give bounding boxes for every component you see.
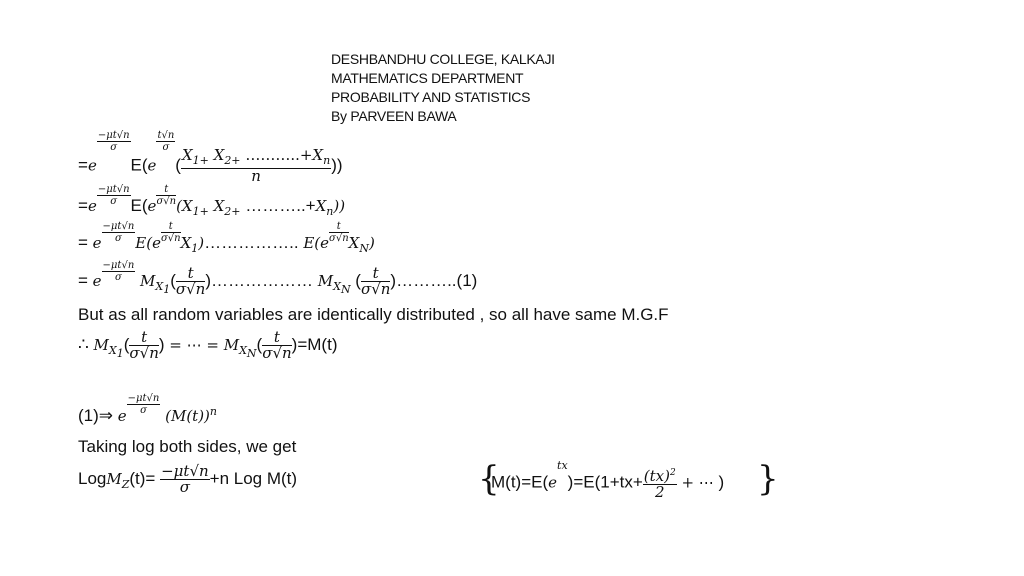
equation-line-2: =e $\frac{-\mu t√n}{\sigma}$ E(e $\frac{t}{\sigma√n}$ ($X_{1+}$ $X_{2+}$ $\dots\dots\dots..+X_n$)) (78, 184, 346, 218)
equation-line-4: = e $\frac{-\mu t√n}{\sigma}$ $M_{X_1}$( $\frac{t}{\sigma√n}$ )……………… $M_{X_N}$ ( $\frac{t}{\sigma√n}$ )………..(1) (78, 260, 478, 298)
mgf-text-a: M(t)=E( (491, 472, 549, 492)
mgf-text-b: )=E(1+tx+ (567, 472, 643, 492)
taking-log-text: Taking log both sides, we get (78, 437, 297, 456)
mgf-expansion: M(t)=E(etx)=E(1+tx+ $\frac{(tx)^2}{2}$ + ⋯ ) (491, 459, 725, 501)
log-prefix: Log (78, 468, 107, 488)
slide-header (331, 50, 555, 126)
log-equation: LogM$_Z$(t)= $\frac{-\mu t√n}{\sigma}$ +n Log M(t) (78, 462, 298, 496)
left-brace: { (478, 459, 500, 499)
therefore-line: ∴ $M_{X_1}$( $\frac{t}{\sigma√n}$ ) = ⋯ = $M_{X_N}$( $\frac{t}{\sigma√n}$ )=M(t) (78, 328, 338, 362)
identically-distributed-text: But as all random variables are identically distributed , so all have same M.G.F (78, 305, 669, 324)
log-suffix: +n Log M(t) (209, 468, 298, 488)
equation-tag: (1) (456, 270, 478, 290)
dots: ……….. (245, 146, 300, 164)
mgf-result: =M(t) (297, 334, 338, 354)
equation-line-3: = e $\frac{-\mu t√n}{\sigma}$ E(e $\frac{t}{\sigma√n}$ $X_1)\dots\dots\dots\dots\dots$.. E(e $\frac{t}{\sigma√n}$ $X_N$) (78, 221, 375, 255)
course-name: PROBABILITY AND STATISTICS (331, 89, 531, 105)
implication-line: (1)⇒ e $\frac{-\mu t√n}{\sigma}$ $(M(t))^n$ (78, 393, 217, 425)
department-name: MATHEMATICS DEPARTMENT (331, 70, 524, 86)
equation-line-1: =e $\frac{-\mu t√n}{\sigma}$ E(e $\frac{t√n}{\sigma}$ ( $\frac{X_{1+} X_{2+} \dots\dots\dots..+X_n}{n}$ )) (78, 130, 343, 185)
college-name: DESHBANDHU COLLEGE, KALKAJI (331, 51, 555, 67)
author-name: By PARVEEN BAWA (331, 108, 457, 124)
implication-prefix: (1)⇒ (78, 406, 114, 425)
right-brace: } (757, 459, 779, 499)
